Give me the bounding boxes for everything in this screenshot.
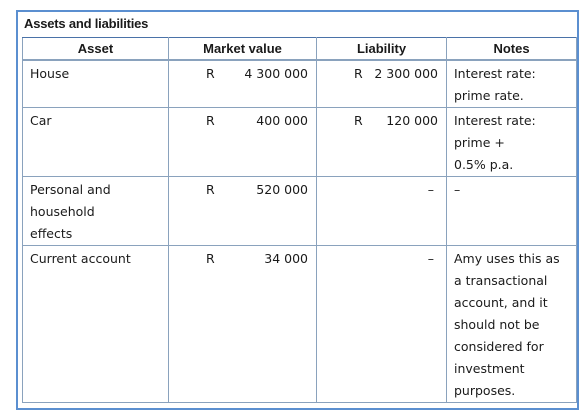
asset-cell bbox=[23, 246, 169, 403]
asset-line: household bbox=[30, 204, 95, 219]
header-notes: Notes bbox=[447, 38, 577, 61]
asset-line: Current account bbox=[30, 251, 131, 266]
liability-dash: – bbox=[427, 251, 434, 266]
note-line: a transactional bbox=[454, 273, 548, 288]
note-line: prime rate. bbox=[454, 88, 524, 103]
asset-line: effects bbox=[30, 226, 73, 241]
market-value-amount: 4 300 000 bbox=[244, 66, 308, 81]
assets-table bbox=[22, 37, 577, 403]
asset-cell bbox=[23, 177, 169, 246]
note-line: investment bbox=[454, 361, 525, 376]
note-line: Amy uses this as bbox=[454, 251, 560, 266]
header-liability: Liability bbox=[317, 38, 447, 61]
market-value-amount: 34 000 bbox=[264, 251, 308, 266]
asset-line: Personal and bbox=[30, 182, 111, 197]
asset-cell bbox=[23, 108, 169, 177]
currency-symbol: R bbox=[354, 66, 363, 81]
asset-cell bbox=[23, 60, 169, 108]
market-value-cell bbox=[169, 60, 317, 108]
liability-amount: 120 000 bbox=[386, 113, 438, 128]
assets-liabilities-panel bbox=[16, 10, 579, 410]
note-line: Interest rate: bbox=[454, 66, 536, 81]
note-line: 0.5% p.a. bbox=[454, 157, 514, 172]
market-value-cell bbox=[169, 108, 317, 177]
note-line: purposes. bbox=[454, 383, 516, 398]
table-row bbox=[23, 60, 577, 108]
notes-cell bbox=[447, 177, 577, 246]
market-value-amount: 400 000 bbox=[256, 113, 308, 128]
liability-amount: 2 300 000 bbox=[374, 66, 438, 81]
table-row bbox=[23, 177, 577, 246]
notes-cell bbox=[447, 246, 577, 403]
market-value-amount: 520 000 bbox=[256, 182, 308, 197]
header-market-value: Market value bbox=[169, 38, 317, 61]
currency-symbol: R bbox=[206, 66, 215, 81]
market-value-cell bbox=[169, 246, 317, 403]
notes-cell bbox=[447, 108, 577, 177]
currency-symbol: R bbox=[206, 182, 215, 197]
currency-symbol: R bbox=[206, 113, 215, 128]
liability-cell bbox=[317, 177, 447, 246]
table-row bbox=[23, 108, 577, 177]
liability-cell bbox=[317, 108, 447, 177]
note-line: account, and it bbox=[454, 295, 548, 310]
note-line: Interest rate: bbox=[454, 113, 536, 128]
liability-dash: – bbox=[427, 182, 434, 197]
panel-title: Assets and liabilities bbox=[24, 16, 149, 31]
note-line: – bbox=[454, 182, 461, 197]
note-line: considered for bbox=[454, 339, 544, 354]
liability-cell bbox=[317, 246, 447, 403]
liability-cell bbox=[317, 60, 447, 108]
table-row bbox=[23, 246, 577, 403]
notes-cell bbox=[447, 60, 577, 108]
note-line: should not be bbox=[454, 317, 540, 332]
currency-symbol: R bbox=[354, 113, 363, 128]
note-line: prime + bbox=[454, 135, 505, 150]
asset-line: Car bbox=[30, 113, 52, 128]
market-value-cell bbox=[169, 177, 317, 246]
header-asset: Asset bbox=[23, 38, 169, 61]
table-header-row bbox=[23, 38, 577, 61]
currency-symbol: R bbox=[206, 251, 215, 266]
asset-line: House bbox=[30, 66, 70, 81]
